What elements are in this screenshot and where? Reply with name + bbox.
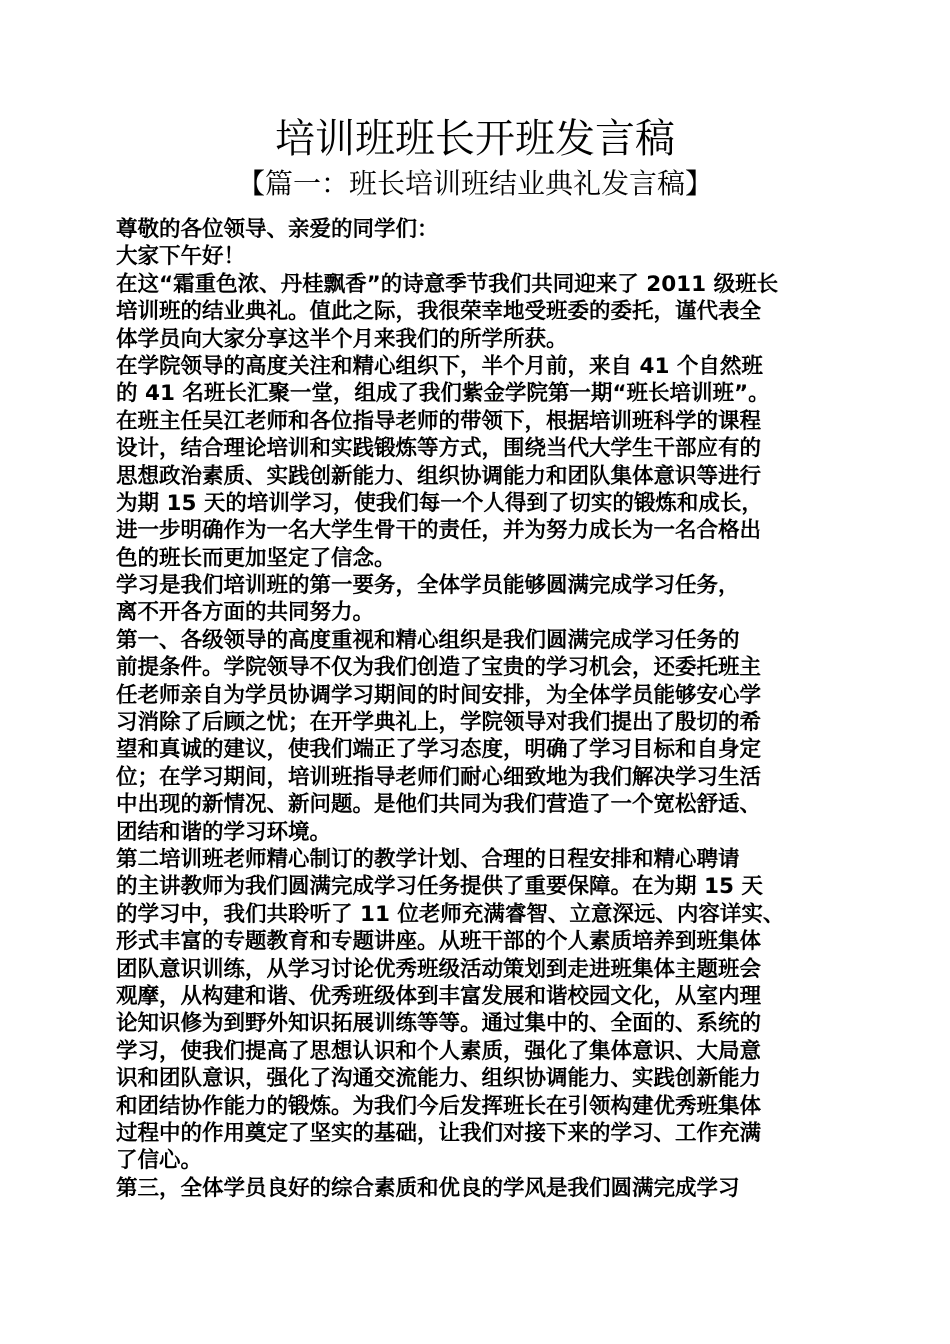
body-text-line: 色的班长而更加坚定了信念。: [116, 545, 396, 571]
body-text-line: 形式丰富的专题教育和专题讲座。从班干部的个人素质培养到班集体: [116, 929, 762, 955]
body-text-line: 在学院领导的高度关注和精心组织下，半个月前，来自 41 个自然班: [116, 353, 763, 379]
body-text-line: 培训班的结业典礼。值此之际，我很荣幸地受班委的委托，谨代表全: [116, 299, 762, 325]
document-subtitle: 【篇一：班长培训班结业典礼发言稿】: [236, 167, 713, 200]
body-text-line: 大家下午好！: [116, 244, 246, 270]
body-text-line: 团队意识训练，从学习讨论优秀班级活动策划到走进班集体主题班会: [116, 956, 762, 982]
body-text-line: 学习是我们培训班的第一要务，全体学员能够圆满完成学习任务，: [116, 573, 740, 599]
body-text-line: 和团结协作能力的锻炼。为我们今后发挥班长在引领构建优秀班集体: [116, 1093, 762, 1119]
document-title: 培训班班长开班发言稿: [275, 116, 675, 162]
body-text-line: 的主讲教师为我们圆满完成学习任务提供了重要保障。在为期 15 天: [116, 874, 763, 900]
body-text-line: 尊敬的各位领导、亲爱的同学们：: [116, 217, 439, 242]
body-text-line: 思想政治素质、实践创新能力、组织协调能力和团队集体意识等进行: [116, 463, 762, 489]
body-text-line: 在班主任吴江老师和各位指导老师的带领下，根据培训班科学的课程: [116, 408, 762, 434]
body-text-line: 在这“霜重色浓、丹桂飘香”的诗意季节我们共同迎来了 2011 级班长: [116, 271, 779, 297]
body-text-line: 第二培训班老师精心制订的教学计划、合理的日程安排和精心聘请: [116, 846, 740, 872]
body-text-line: 第一、各级领导的高度重视和精心组织是我们圆满完成学习任务的: [116, 627, 740, 653]
body-text-line: 习消除了后顾之忧；在开学典礼上，学院领导对我们提出了殷切的希: [116, 710, 762, 736]
body-text-line: 离不开各方面的共同努力。: [116, 600, 375, 626]
body-text-line: 中出现的新情况、新问题。是他们共同为我们营造了一个宽松舒适、: [116, 792, 762, 818]
document-body: [116, 216, 842, 1202]
body-text-line: 识和团队意识，强化了沟通交流能力、组织协调能力、实践创新能力: [116, 1066, 762, 1092]
body-text-line: 的 41 名班长汇聚一堂，组成了我们紫金学院第一期“班长培训班”。: [116, 381, 770, 407]
body-text-line: 团结和谐的学习环境。: [116, 819, 332, 845]
body-text-line: 观摩，从构建和谐、优秀班级体到丰富发展和谐校园文化，从室内理: [116, 983, 762, 1009]
body-text-line: 为期 15 天的培训学习，使我们每一个人得到了切实的锻炼和成长，: [116, 490, 763, 516]
body-text-line: 了信心。: [116, 1148, 203, 1174]
body-text-line: 进一步明确作为一名大学生骨干的责任，并为努力成长为一名合格出: [116, 518, 762, 544]
body-text-line: 任老师亲自为学员协调学习期间的时间安排，为全体学员能够安心学: [116, 682, 762, 708]
body-text-line: 前提条件。学院领导不仅为我们创造了宝贵的学习机会，还委托班主: [116, 655, 762, 681]
body-text-line: 第三，全体学员良好的综合素质和优良的学风是我们圆满完成学习: [116, 1175, 740, 1201]
body-text-line: 学习，使我们提高了思想认识和个人素质，强化了集体意识、大局意: [116, 1038, 762, 1064]
body-text-line: 望和真诚的建议，使我们端正了学习态度，明确了学习目标和自身定: [116, 737, 762, 763]
body-text-line: 体学员向大家分享这半个月来我们的所学所获。: [116, 326, 568, 352]
body-text-line: 论知识修为到野外知识拓展训练等等。通过集中的、全面的、系统的: [116, 1011, 762, 1037]
body-text-line: 的学习中，我们共聆听了 11 位老师充满睿智、立意深远、内容详实、: [116, 901, 785, 927]
body-text-line: 设计，结合理论培训和实践锻炼等方式，围绕当代大学生干部应有的: [116, 436, 762, 462]
body-text-line: 过程中的作用奠定了坚实的基础，让我们对接下来的学习、工作充满: [116, 1120, 762, 1146]
body-text-line: 位；在学习期间，培训班指导老师们耐心细致地为我们解决学习生活: [116, 764, 762, 790]
